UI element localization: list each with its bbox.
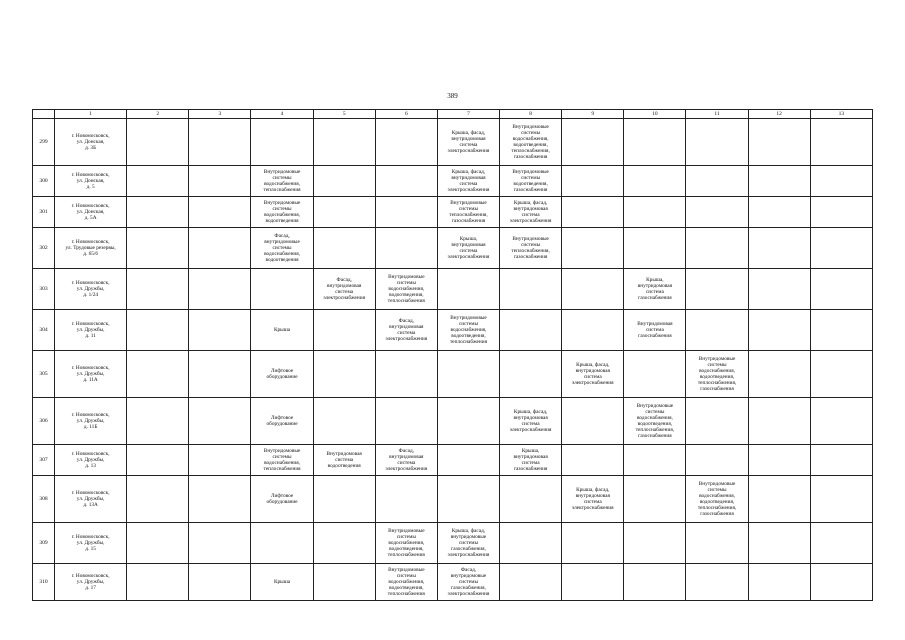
work-cell bbox=[686, 564, 748, 601]
work-cell bbox=[562, 445, 624, 476]
work-cell bbox=[437, 269, 499, 310]
row-number-cell: 308 bbox=[33, 476, 55, 523]
work-cell bbox=[251, 269, 313, 310]
work-cell bbox=[189, 119, 251, 166]
address-cell: г. Новомосковск, ул. Донская, д. 5А bbox=[55, 197, 127, 228]
work-cell bbox=[189, 476, 251, 523]
work-cell bbox=[437, 398, 499, 445]
work-cell bbox=[313, 228, 375, 269]
row-number-cell: 306 bbox=[33, 398, 55, 445]
work-cell bbox=[624, 166, 686, 197]
work-cell: Крыша, фасад, внутридомовая система электроснабжения bbox=[500, 398, 562, 445]
work-cell: Лифтовое оборудование bbox=[251, 351, 313, 398]
work-cell bbox=[686, 269, 748, 310]
work-cell bbox=[810, 310, 872, 351]
page-number: 389 bbox=[447, 92, 458, 100]
work-cell: Внутридомовые системы водоснабжения, водоотведения, теплоснабжения bbox=[375, 523, 437, 564]
work-cell bbox=[127, 197, 189, 228]
work-cell bbox=[748, 351, 810, 398]
row-number-cell: 307 bbox=[33, 445, 55, 476]
work-cell bbox=[127, 166, 189, 197]
work-cell bbox=[313, 119, 375, 166]
table-row bbox=[33, 310, 873, 351]
row-number-cell: 301 bbox=[33, 197, 55, 228]
work-cell: Внутридомовые системы водоснабжения, водоотведения, теплоснабжения bbox=[437, 310, 499, 351]
work-cell bbox=[189, 228, 251, 269]
work-cell: Внутридомовые системы водоснабжения, водоотведения, теплоснабжения bbox=[375, 269, 437, 310]
address-cell: г. Новомосковск, ул. Дружбы, д. 17 bbox=[55, 564, 127, 601]
header-cell: 10 bbox=[624, 110, 686, 119]
table-row bbox=[33, 269, 873, 310]
row-number-cell: 299 bbox=[33, 119, 55, 166]
header-cell: 4 bbox=[251, 110, 313, 119]
work-cell bbox=[748, 310, 810, 351]
work-cell bbox=[375, 398, 437, 445]
work-cell bbox=[500, 564, 562, 601]
work-cell: Внутридомовые системы водоснабжения, водоотведения, теплоснабжения, газоснабжения bbox=[624, 398, 686, 445]
work-cell bbox=[375, 197, 437, 228]
work-cell: Внутридомовые системы теплоснабжения, газоснабжения bbox=[500, 228, 562, 269]
work-cell bbox=[810, 398, 872, 445]
header-cell: 6 bbox=[375, 110, 437, 119]
work-cell: Внутридомовые системы водоснабжения, водоотведения, теплоснабжения, газоснабжения bbox=[686, 476, 748, 523]
work-cell bbox=[686, 197, 748, 228]
work-cell bbox=[562, 310, 624, 351]
work-cell: Лифтовое оборудование bbox=[251, 476, 313, 523]
work-cell bbox=[127, 564, 189, 601]
work-cell bbox=[624, 351, 686, 398]
work-cell bbox=[748, 228, 810, 269]
address-cell: г. Новомосковск, ул. Донская, д. 3Б bbox=[55, 119, 127, 166]
work-cell bbox=[500, 351, 562, 398]
table-row bbox=[33, 166, 873, 197]
work-cell bbox=[686, 310, 748, 351]
work-cell bbox=[127, 269, 189, 310]
table-row bbox=[33, 398, 873, 445]
work-cell: Внутридомовые системы теплоснабжения, газоснабжения bbox=[437, 197, 499, 228]
address-cell: г. Новомосковск, ул. Дружбы, д. 13 bbox=[55, 445, 127, 476]
work-cell bbox=[189, 197, 251, 228]
work-cell bbox=[624, 228, 686, 269]
work-cell: Крыша, фасад, внутридомовая система электроснабжения bbox=[500, 197, 562, 228]
work-cell bbox=[810, 445, 872, 476]
work-cell bbox=[127, 523, 189, 564]
work-cell bbox=[562, 119, 624, 166]
work-cell bbox=[313, 398, 375, 445]
header-cell: 7 bbox=[437, 110, 499, 119]
work-cell bbox=[810, 197, 872, 228]
work-cell: Фасад, внутридомовые системы газоснабжения, электроснабжения bbox=[437, 564, 499, 601]
address-cell: г. Новомосковск, ул. Дружбы, д. 11 bbox=[55, 310, 127, 351]
work-cell bbox=[562, 564, 624, 601]
table-row bbox=[33, 228, 873, 269]
row-number-cell: 304 bbox=[33, 310, 55, 351]
work-cell bbox=[127, 445, 189, 476]
work-cell bbox=[624, 476, 686, 523]
work-cell: Внутридомовые системы водоснабжения, водоотведения, теплоснабжения bbox=[375, 564, 437, 601]
work-cell bbox=[189, 564, 251, 601]
work-cell bbox=[189, 523, 251, 564]
work-cell: Внутридомовые системы водоснабжения, водоотведения bbox=[251, 197, 313, 228]
row-number-cell: 305 bbox=[33, 351, 55, 398]
work-cell bbox=[437, 445, 499, 476]
work-cell bbox=[189, 445, 251, 476]
work-cell: Крыша, фасад, внутридомовая система электроснабжения bbox=[437, 166, 499, 197]
header-cell: 2 bbox=[127, 110, 189, 119]
work-cell bbox=[500, 269, 562, 310]
work-cell bbox=[375, 351, 437, 398]
work-cell: Внутридомовые системы водоснабжения, теплоснабжения bbox=[251, 445, 313, 476]
work-cell bbox=[686, 228, 748, 269]
work-cell bbox=[127, 119, 189, 166]
table-row bbox=[33, 197, 873, 228]
work-cell: Внутридомовые системы водоснабжения, теплоснабжения bbox=[251, 166, 313, 197]
work-cell bbox=[189, 269, 251, 310]
work-cell bbox=[375, 476, 437, 523]
work-cell: Крыша, фасад, внутридомовая система электроснабжения bbox=[437, 119, 499, 166]
work-cell bbox=[127, 398, 189, 445]
header-cell: 3 bbox=[189, 110, 251, 119]
table-row bbox=[33, 564, 873, 601]
work-cell bbox=[189, 398, 251, 445]
work-cell bbox=[562, 398, 624, 445]
work-cell: Фасад, внутридомовая система электроснабжения bbox=[313, 269, 375, 310]
work-cell bbox=[189, 351, 251, 398]
work-cell: Внутридомовые системы водоотведения, газоснабжения bbox=[500, 166, 562, 197]
work-cell bbox=[624, 197, 686, 228]
work-cell: Фасад, внутридомовые системы водоснабжения, водоотведения bbox=[251, 228, 313, 269]
work-cell: Фасад, внутридомовая система электроснабжения bbox=[375, 445, 437, 476]
work-cell bbox=[748, 398, 810, 445]
work-cell bbox=[810, 166, 872, 197]
work-cell bbox=[313, 523, 375, 564]
work-cell bbox=[748, 119, 810, 166]
work-cell: Лифтовое оборудование bbox=[251, 398, 313, 445]
work-cell bbox=[562, 228, 624, 269]
header-cell: 5 bbox=[313, 110, 375, 119]
work-cell: Крыша, внутридомовая система газоснабжения bbox=[624, 269, 686, 310]
work-cell bbox=[810, 351, 872, 398]
work-cell: Внутридомовая система газоснабжения bbox=[624, 310, 686, 351]
header-cell: 11 bbox=[686, 110, 748, 119]
work-cell: Крыша bbox=[251, 310, 313, 351]
work-cell bbox=[375, 228, 437, 269]
work-cell bbox=[127, 228, 189, 269]
work-cell: Крыша, фасад, внутридомовые системы газоснабжения, электроснабжения bbox=[437, 523, 499, 564]
address-cell: г. Новомосковск, ул. Дружбы, д. 13А bbox=[55, 476, 127, 523]
row-number-cell: 300 bbox=[33, 166, 55, 197]
work-cell: Крыша, внутридомовая система электроснабжения bbox=[437, 228, 499, 269]
header-cell: 9 bbox=[562, 110, 624, 119]
repair-schedule-table bbox=[32, 109, 873, 601]
work-cell bbox=[748, 445, 810, 476]
work-cell bbox=[810, 119, 872, 166]
work-cell bbox=[748, 476, 810, 523]
header-cell: 8 bbox=[500, 110, 562, 119]
work-cell bbox=[189, 310, 251, 351]
address-cell: г. Новомосковск, ул. Донская, д. 5 bbox=[55, 166, 127, 197]
work-cell bbox=[375, 119, 437, 166]
row-number-cell: 310 bbox=[33, 564, 55, 601]
work-cell bbox=[313, 476, 375, 523]
work-cell bbox=[624, 445, 686, 476]
address-cell: г. Новомосковск, ул. Дружбы, д. 15 bbox=[55, 523, 127, 564]
work-cell: Крыша bbox=[251, 564, 313, 601]
table-row bbox=[33, 119, 873, 166]
work-cell bbox=[686, 523, 748, 564]
work-cell bbox=[375, 166, 437, 197]
work-cell bbox=[127, 476, 189, 523]
work-cell bbox=[562, 269, 624, 310]
work-cell: Внутридомовая система водоотведения bbox=[313, 445, 375, 476]
table-row bbox=[33, 445, 873, 476]
work-cell bbox=[748, 269, 810, 310]
header-cell bbox=[33, 110, 55, 119]
work-cell bbox=[748, 166, 810, 197]
work-cell bbox=[686, 398, 748, 445]
work-cell bbox=[437, 476, 499, 523]
row-number-cell: 309 bbox=[33, 523, 55, 564]
work-cell bbox=[500, 476, 562, 523]
table-row bbox=[33, 523, 873, 564]
table-row bbox=[33, 476, 873, 523]
address-cell: г. Новомосковск, ул. Дружбы, д. 11Б bbox=[55, 398, 127, 445]
work-cell bbox=[624, 119, 686, 166]
work-cell bbox=[810, 523, 872, 564]
work-cell bbox=[562, 166, 624, 197]
work-cell bbox=[624, 523, 686, 564]
address-cell: г. Новомосковск, ул. Трудовые резервы, д. 65/6 bbox=[55, 228, 127, 269]
work-cell bbox=[127, 310, 189, 351]
header-cell: 1 bbox=[55, 110, 127, 119]
work-cell bbox=[748, 197, 810, 228]
work-cell bbox=[313, 564, 375, 601]
work-cell bbox=[810, 228, 872, 269]
work-cell bbox=[189, 166, 251, 197]
work-cell bbox=[810, 476, 872, 523]
address-cell: г. Новомосковск, ул. Дружбы, д. 1/24 bbox=[55, 269, 127, 310]
work-cell bbox=[313, 166, 375, 197]
work-cell bbox=[127, 351, 189, 398]
header-row bbox=[33, 110, 873, 119]
work-cell bbox=[313, 197, 375, 228]
work-cell bbox=[748, 523, 810, 564]
row-number-cell: 303 bbox=[33, 269, 55, 310]
work-cell: Внутридомовые системы водоснабжения, водоотведения, теплоснабжения, газоснабжения bbox=[686, 351, 748, 398]
work-cell bbox=[810, 564, 872, 601]
work-cell: Крыша, внутридомовая система газоснабжения bbox=[500, 445, 562, 476]
table-row bbox=[33, 351, 873, 398]
work-cell bbox=[437, 351, 499, 398]
header-cell: 13 bbox=[810, 110, 872, 119]
work-cell bbox=[686, 119, 748, 166]
header-cell: 12 bbox=[748, 110, 810, 119]
work-cell bbox=[624, 564, 686, 601]
work-cell bbox=[313, 351, 375, 398]
work-cell: Крыша, фасад, внутридомовая система электроснабжения bbox=[562, 476, 624, 523]
work-cell bbox=[500, 310, 562, 351]
work-cell: Внутридомовые системы водоснабжения, водоотведения, теплоснабжения, газоснабжения bbox=[500, 119, 562, 166]
work-cell bbox=[500, 523, 562, 564]
work-cell bbox=[686, 166, 748, 197]
work-cell bbox=[748, 564, 810, 601]
work-cell bbox=[686, 445, 748, 476]
work-cell: Крыша, фасад, внутридомовая система электроснабжения bbox=[562, 351, 624, 398]
work-cell bbox=[251, 523, 313, 564]
work-cell bbox=[810, 269, 872, 310]
row-number-cell: 302 bbox=[33, 228, 55, 269]
work-cell bbox=[251, 119, 313, 166]
work-cell bbox=[562, 197, 624, 228]
work-cell bbox=[562, 523, 624, 564]
work-cell bbox=[313, 310, 375, 351]
work-cell: Фасад, внутридомовая система электроснабжения bbox=[375, 310, 437, 351]
address-cell: г. Новомосковск, ул. Дружбы, д. 11А bbox=[55, 351, 127, 398]
